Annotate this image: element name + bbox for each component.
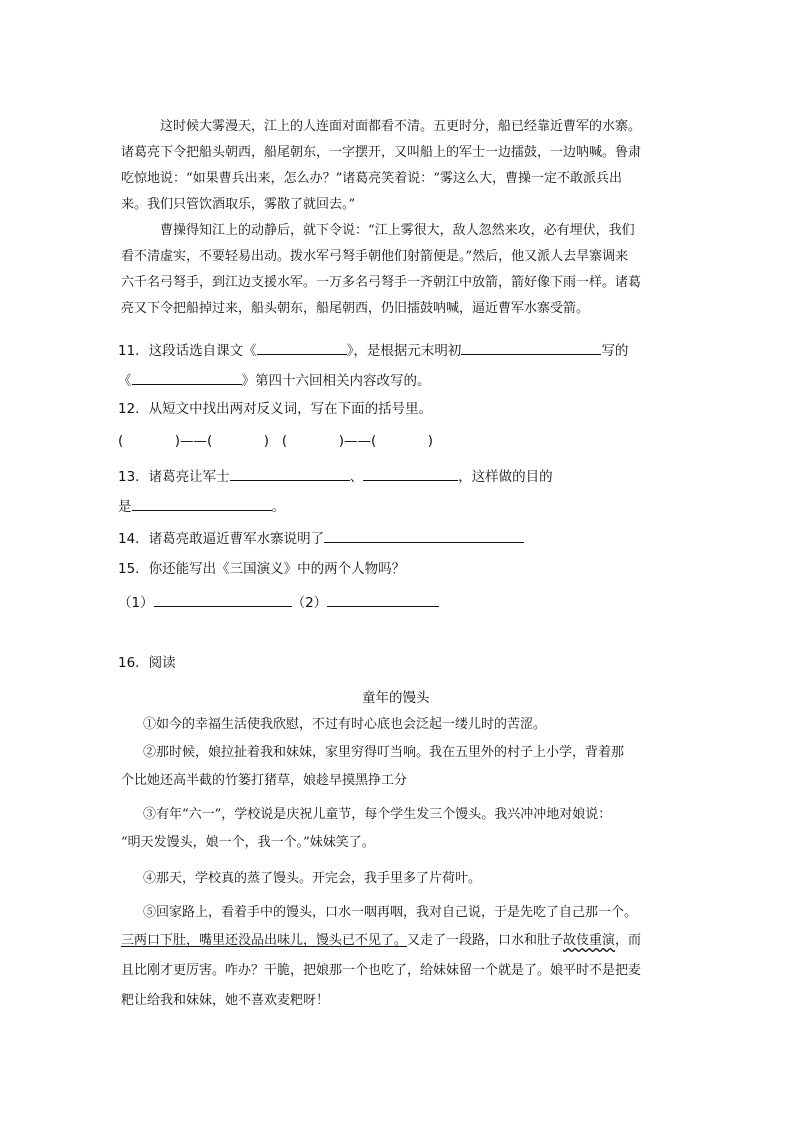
- q14-blank[interactable]: [324, 528, 524, 543]
- p5-continued: 又走了一段路，口水和肚子: [407, 933, 564, 948]
- q15-blank-1[interactable]: [154, 592, 292, 607]
- passage-p1-line1: 这时候大雾漫天，江上的人连面对面都看不清。五更时分，船已经靠近曹军的水寨。: [160, 119, 642, 134]
- reading-p2-line2: 个比她还高半截的竹篓打猪草，娘趁早摸黑挣工分: [121, 773, 408, 788]
- q15-label-1: （1）: [118, 595, 154, 611]
- q13-is: 是: [118, 499, 132, 515]
- question-13-line2: [118, 496, 285, 516]
- reading-p3-line1: ③有年“六一”，学校说是庆祝儿童节，每个学生发三个馒头。我兴冲冲地对娘说：: [143, 807, 612, 822]
- passage-p1-line2: 诸葛亮下令把船头朝西，船尾朝东，一字摆开，又叫船上的军士一边擂鼓，一边呐喊。鲁肃: [121, 145, 642, 160]
- question-13-line1: [118, 466, 553, 486]
- question-11-line2: [118, 370, 431, 390]
- reading-p5-line4: 粑让给我和妹妹，她不喜欢麦粑呀！: [121, 993, 330, 1008]
- reading-title: 童年的馒头: [362, 690, 430, 706]
- q11-open-quote: 《: [118, 373, 132, 389]
- q13-purpose-blank[interactable]: [132, 496, 272, 511]
- wavy-underlined-phrase: 故伎重演: [563, 933, 616, 948]
- q13-middle: ，这样做的目的: [458, 469, 553, 485]
- q12-antonym-pairs[interactable]: ( )——( ) ( )——( ): [118, 433, 433, 449]
- q11-author-blank[interactable]: [461, 340, 601, 355]
- reading-p5-line2: [121, 932, 641, 950]
- q11-prefix: 11．这段话选自课文《: [118, 343, 257, 359]
- reading-p2-line1: ②那时候，娘拉扯着我和妹妹，家里穷得叮当响。我在五里外的村子上小学，背着那: [143, 745, 625, 760]
- q11-middle: 》，是根据元末明初: [346, 343, 462, 359]
- reading-p5-line1: ⑤回家路上，看着手中的馒头，口水一咽再咽，我对自己说，于是先吃了自己那一个。: [143, 905, 638, 920]
- q11-end: 》第四十六回相关内容改写的。: [241, 373, 431, 389]
- question-15: 15．你还能写出《三国演义》中的两个人物吗？: [118, 561, 406, 577]
- reading-p4: ④那天，学校真的蒸了馒头。开完会，我手里多了片荷叶。: [143, 871, 482, 886]
- passage-p2-line1: 曹操得知江上的动静后，就下令说：“江上雾很大，敌人忽然来攻，必有埋伏，我们: [160, 223, 635, 238]
- q14-text: 14．诸葛亮敢逼近曹军水寨说明了: [118, 531, 325, 547]
- question-11-line1: [118, 340, 628, 360]
- q13-comma: 、: [349, 469, 364, 485]
- q11-book-blank[interactable]: [132, 370, 242, 385]
- question-14: [118, 528, 524, 548]
- q13-blank-2[interactable]: [363, 466, 458, 481]
- q11-suffix: 写的: [601, 343, 629, 359]
- q13-period: 。: [271, 499, 285, 515]
- q13-blank-1[interactable]: [230, 466, 350, 481]
- reading-p5-line3: 且比刚才更厉害。咋办？干脆，把娘那一个也吃了，给妹妹留一个就是了。娘平时不是把麦: [121, 963, 642, 978]
- p5-line2-end: ，而: [615, 933, 642, 948]
- passage-p2-line4: 亮又下令把船掉过来，船头朝东，船尾朝西，仍旧擂鼓呐喊，逼近曹军水寨受箭。: [121, 301, 590, 316]
- reading-p1: ①如今的幸福生活使我欣慰，不过有时心底也会泛起一缕儿时的苦涩。: [143, 717, 547, 732]
- passage-p1-line3: 吃惊地说：“如果曹兵出来，怎么办？”诸葛亮笑着说：“雾这么大，曹操一定不敢派兵出: [121, 171, 622, 186]
- passage-p1-line4: 来。我们只管饮酒取乐，雾散了就回去。”: [121, 197, 356, 212]
- reading-label: 16．阅读: [118, 655, 176, 671]
- q15-blank-2[interactable]: [327, 592, 439, 607]
- underlined-sentence: 三两口下肚，嘴里还没品出味儿，馒头已不见了。: [121, 933, 408, 948]
- passage-p2-line3: 六千名弓弩手，到江边支援水军。一万多名弓弩手一齐朝江中放箭，箭好像下雨一样。诸葛: [121, 275, 642, 290]
- question-12: 12．从短文中找出两对反义词，写在下面的括号里。: [118, 401, 433, 417]
- q15-label-2: （2）: [291, 595, 328, 611]
- question-15-answers: [118, 592, 439, 612]
- q11-lesson-blank[interactable]: [257, 340, 347, 355]
- passage-p2-line2: 看不清虚实，不要轻易出动。拨水军弓弩手朝他们射箭便是。”然后，他又派人去旱寨调来: [121, 249, 629, 264]
- q13-prefix: 13．诸葛亮让军士: [118, 469, 230, 485]
- reading-p3-line2: “明天发馒头，娘一个，我一个。”妹妹笑了。: [121, 835, 375, 850]
